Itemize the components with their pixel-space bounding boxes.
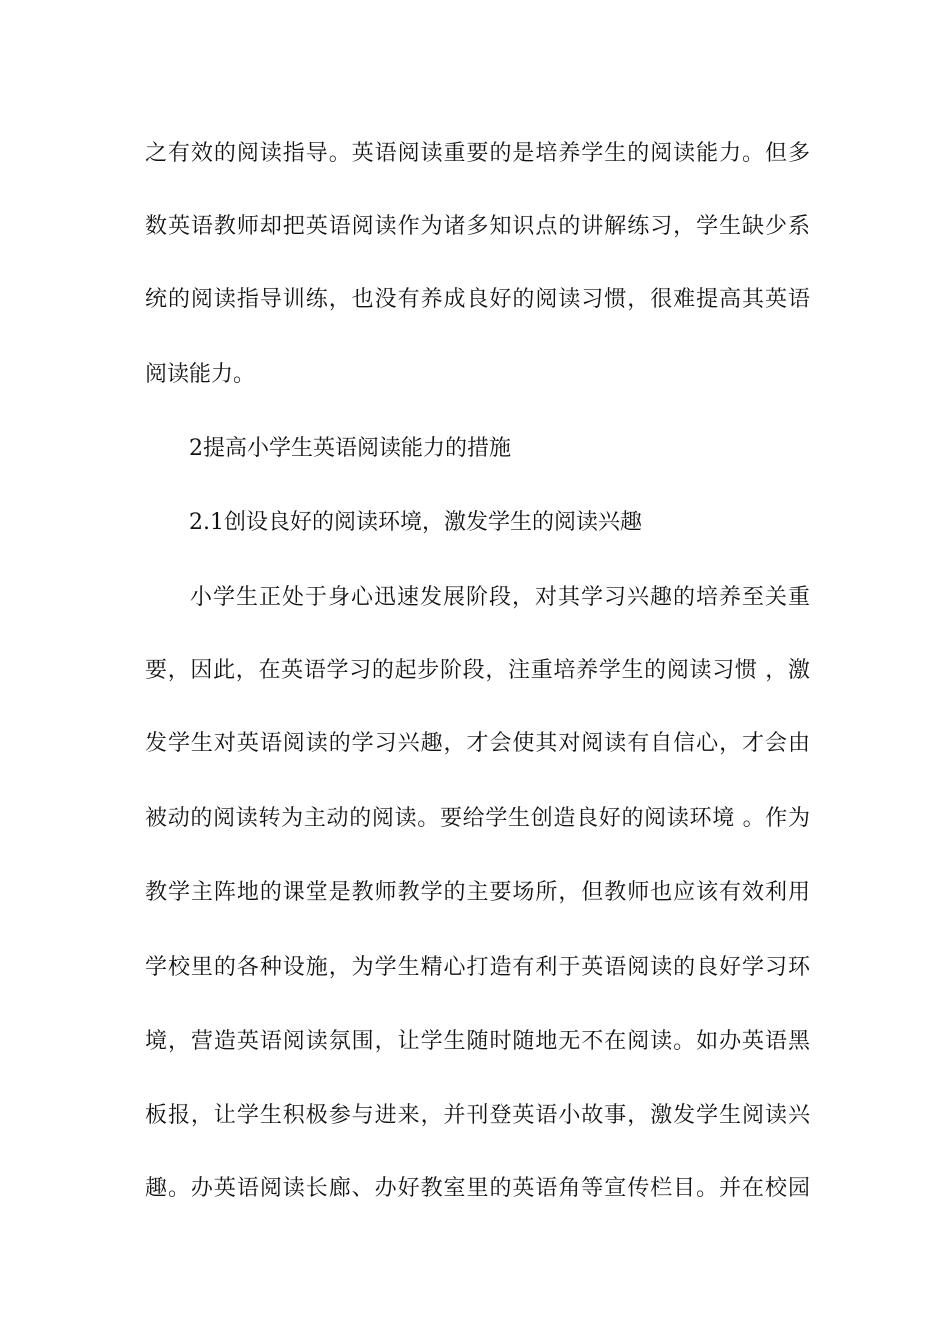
text-line-3: 统的阅读指导训练，也没有养成良好的阅读习惯，很难提高其英语 bbox=[145, 287, 810, 312]
text-line-1: 之有效的阅读指导。英语阅读重要的是培养学生的阅读能力。但多 bbox=[145, 141, 810, 166]
paragraph-line-9: 趣。办英语阅读长廊、办好教室里的英语角等宣传栏目。并在校园 bbox=[145, 1176, 810, 1201]
section-heading: 2提高小学生英语阅读能力的措施 bbox=[189, 436, 511, 461]
paragraph-line-2: 要，因此，在英语学习的起步阶段，注重培养学生的阅读习惯 ，激 bbox=[145, 658, 810, 683]
paragraph-line-7: 境，营造英语阅读氛围，让学生随时随地无不在阅读。如办英语黑 bbox=[145, 1029, 810, 1054]
paragraph-line-3: 发学生对英语阅读的学习兴趣，才会使其对阅读有自信心，才会由 bbox=[145, 731, 810, 756]
paragraph-line-5: 教学主阵地的课堂是教师教学的主要场所，但教师也应该有效利用 bbox=[145, 880, 810, 905]
paragraph-line-4: 被动的阅读转为主动的阅读。要给学生创造良好的阅读环境 。作为 bbox=[145, 806, 810, 831]
paragraph-line-1: 小学生正处于身心迅速发展阶段，对其学习兴趣的培养至关重 bbox=[190, 585, 810, 610]
paragraph-line-8: 板报，让学生积极参与进来，并刊登英语小故事，激发学生阅读兴 bbox=[145, 1103, 810, 1128]
text-line-4: 阅读能力。 bbox=[145, 362, 256, 387]
text-line-2: 数英语教师却把英语阅读作为诸多知识点的讲解练习，学生缺少系 bbox=[145, 214, 810, 239]
subsection-heading: 2.1创设良好的阅读环境，激发学生的阅读兴趣 bbox=[189, 510, 642, 535]
paragraph-line-6: 学校里的各种设施，为学生精心打造有利于英语阅读的良好学习环 bbox=[145, 955, 810, 980]
